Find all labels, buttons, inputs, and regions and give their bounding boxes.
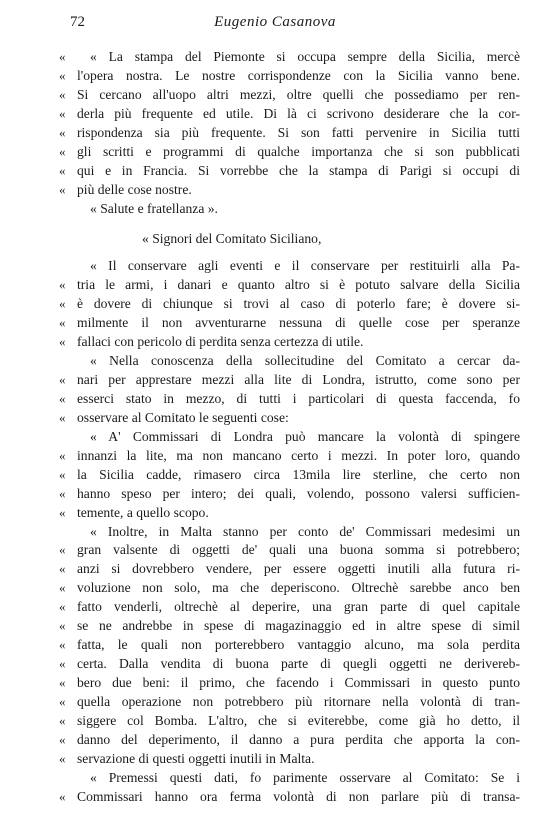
text-line [59,485,520,504]
quote-mark: « [59,162,66,178]
quote-mark: « [59,504,66,520]
text-line [59,276,520,295]
text-line [59,48,520,67]
quote-mark: « [59,143,66,159]
quote-mark: « [59,712,66,728]
text-line [59,162,520,181]
text-line [64,257,520,276]
line-text: voluzione non solo, ma che deperiscono. Oltrechè sarebbe anco ben [77,580,520,596]
text-line [59,712,520,731]
quote-mark: « [59,315,66,331]
text-line [59,560,520,579]
quote-mark: « [59,334,66,350]
line-text: esserci stato in mezzo, di tutti i particolari di questa faccenda, fo [77,390,520,406]
text-line [59,409,520,428]
text-line [59,314,520,333]
running-title: Eugenio Casanova [214,14,336,30]
line-text: fallaci con pericolo di perdita senza certezza di utile. [77,334,364,350]
quote-mark: « [59,86,66,102]
text-line [64,230,520,249]
line-text: danno del deperimento, il danno a pura perdita che apporta la con- [77,731,520,747]
line-text: fatta, le quali non porterebbero vantaggio alcuno, ma sola perdita [77,637,520,653]
quote-mark: « [59,542,66,558]
text-line [64,769,520,788]
text-line [64,352,520,371]
paragraph-gap [64,218,520,230]
text-line [64,428,520,447]
line-text: gli scritti e programmi di qualche importanza che si son pubblicati [77,143,520,159]
line-text: qui e in Francia. Si vorrebbe che la stampa di Parigi si occupi di [77,162,520,178]
line-text: innanzi la lite, ma non mancano certo i mezzi. In poter loro, quando [77,447,520,463]
text-line [59,105,520,124]
line-text: derla più frequente ed utile. Di là ci scrivono desiderare che la cor- [77,105,520,121]
line-text: servazione di questi oggetti inutili in Malta. [77,750,315,766]
line-text: « La stampa del Piemonte si occupa sempre della Sicilia, mercè [90,49,520,64]
quote-mark: « [59,409,66,425]
text-line [59,504,520,523]
page-number: 72 [70,14,85,30]
text-line [59,67,520,86]
line-text: milmente il non avventurarne nessuna di quelle cose per speranze [77,315,520,331]
line-text: quella operazione non potrebbero più ritornare nella volontà di tran- [77,693,520,709]
quote-mark: « [59,124,66,140]
text-line [59,390,520,409]
quote-mark: « [59,637,66,653]
line-text: la Sicilia cadde, rimasero circa 13mila lire sterline, che certo non [77,466,520,482]
quote-mark: « [59,561,66,577]
quote-mark: « [59,693,66,709]
line-text: se ne andrebbe in spese di magazinaggio ed in altre spese di simil [77,618,520,634]
text-line [59,598,520,617]
page-header [0,14,550,38]
text-line [64,523,520,542]
quote-mark: « [59,105,66,121]
quote-mark: « [59,277,66,293]
text-line [59,674,520,693]
text-line [59,579,520,598]
quote-mark: « [59,67,66,83]
quote-mark: « [59,618,66,634]
quote-mark: « [59,466,66,482]
text-line [59,143,520,162]
quote-mark: « [59,49,66,64]
line-text: osservare al Comitato le seguenti cose: [77,409,289,425]
text-line [59,750,520,769]
quote-mark: « [59,372,66,387]
quote-mark: « [59,788,66,804]
quote-mark: « [59,390,66,406]
quote-mark: « [59,675,66,690]
line-text: « Il conservare agli eventi e il conservare per restituirli alla Pa- [90,258,520,274]
line-text: « Salute e fratellanza ». [90,200,218,216]
text-line [59,617,520,636]
line-text: « Inoltre, in Malta stanno per conto de' Commissari medesimi un [90,523,520,539]
quote-mark: « [59,485,66,501]
quote-mark: « [59,599,66,615]
text-line [59,447,520,466]
line-text: Si cercano all'uopo altri mezzi, oltre quelli che possediamo per ren- [77,86,520,102]
text-line [59,295,520,314]
quote-mark: « [59,731,66,747]
text-line [59,333,520,352]
paragraph-gap [64,249,520,257]
line-text: « A' Commissari di Londra può mancare la volontà di spingere [90,428,520,444]
quote-mark: « [59,580,66,596]
text-line [59,693,520,712]
text-line [59,124,520,143]
line-text: fatto venderli, oltrechè al deperire, una gran parte di quel capitale [77,599,520,615]
line-text: tria le armi, i danari e quanto altro si è potuto salvare della Sicilia [77,277,520,293]
line-text: rispondenza sia più frequente. Si son fatti pervenire in Sicilia tutti [77,124,520,140]
line-text: l'opera nostra. Le nostre corrispondenze con la Sicilia vanno bene. [77,67,520,83]
quote-mark: « [59,447,66,463]
line-text: Commissari hanno ora ferma volontà di non parlare più di transa- [77,788,520,804]
line-text: « Premessi questi dati, fo parimente osservare al Comitato: Se i [90,769,520,785]
quote-mark: « [59,181,66,197]
text-line [59,541,520,560]
text-line [59,655,520,674]
text-line [59,466,520,485]
line-text: è dovere di chiunque si trovi al caso di poterlo fare; è dovere si- [77,296,520,312]
text-line [59,731,520,750]
line-text: gran valsente di oggetti de' quali una buona somma si potrebbero; [77,542,520,558]
line-text: certa. Dalla vendita di buona parte di quegli oggetti ne derivereb- [77,656,520,672]
line-text: bero due beni: il primo, che facendo i Commissari in questo punto [77,675,520,690]
text-line [59,371,520,390]
quote-mark: « [59,750,66,766]
text-line [59,181,520,200]
line-text: temente, a quello scopo. [77,504,209,520]
text-line [59,788,520,807]
body-text [59,48,520,807]
quote-mark: « [59,296,66,312]
line-text: più delle cose nostre. [77,181,192,197]
line-text: siggere col Bomba. L'altro, che si eviterebbe, come già ho detto, il [77,712,520,728]
line-text: nari per apprestare mezzi alla lite di Londra, istrutto, come sono per [77,372,520,387]
line-text: hanno speso per intero; dei quali, volendo, possono valersi sufficien- [77,485,520,501]
text-line [64,200,520,219]
quote-mark: « [59,656,66,672]
line-text: « Nella conoscenza della sollecitudine del Comitato a cercar da- [90,353,520,369]
text-line [59,636,520,655]
line-text: « Signori del Comitato Siciliano, [142,231,322,247]
text-line [59,86,520,105]
line-text: anzi si dovrebbero vendere, per essere oggetti inutili alla futura ri- [77,561,520,577]
